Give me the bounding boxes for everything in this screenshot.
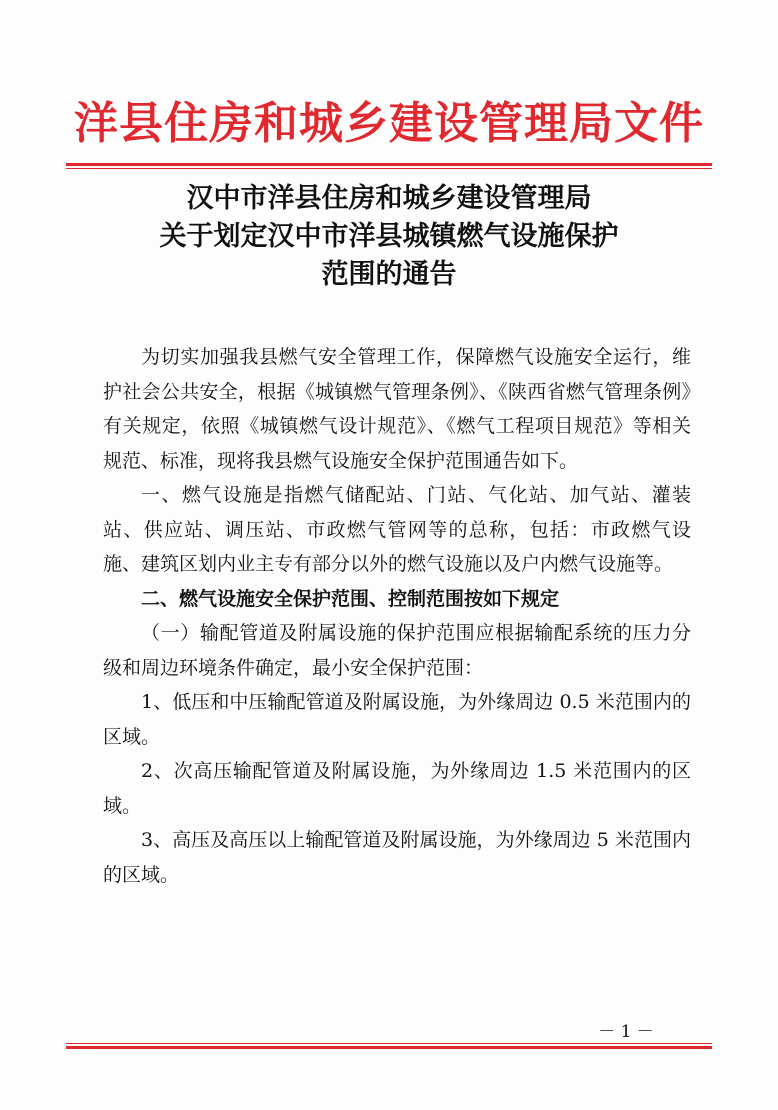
notice-body bbox=[103, 340, 691, 892]
masthead-separator-thick bbox=[66, 163, 712, 166]
footer-separator-thick bbox=[66, 1046, 712, 1049]
masthead-separator-thin bbox=[66, 168, 712, 169]
title-line-2: 关于划定汉中市洋县城镇燃气设施保护 bbox=[159, 221, 619, 252]
subsection-1-paragraph: （一）输配管道及附属设施的保护范围应根据输配系统的压力分级和周边环境条件确定，最小安全保护范围： bbox=[103, 622, 691, 679]
intro-paragraph: 为切实加强我县燃气安全管理工作，保障燃气设施安全运行，维护社会公共安全，根据《城镇燃气管理条例》、《陕西省燃气管理条例》有关规定，依照《城镇燃气设计规范》、《燃气工程项目规范》等相关规范、标准，现将我县燃气设施安全保护范围通告如下。 bbox=[103, 346, 691, 472]
title-line-1: 汉中市洋县住房和城乡建设管理局 bbox=[186, 183, 592, 214]
document-masthead: 洋县住房和城乡建设管理局文件 bbox=[74, 98, 704, 149]
notice-title bbox=[0, 180, 778, 294]
list-item-3: 3、高压及高压以上输配管道及附属设施，为外缘周边 5 米范围内的区域。 bbox=[103, 829, 691, 886]
page-number: － 1 － bbox=[591, 1022, 661, 1042]
footer-separator-thin bbox=[66, 1043, 712, 1044]
section-1-paragraph: 一、燃气设施是指燃气储配站、门站、气化站、加气站、灌装站、供应站、调压站、市政燃气管网等的总称，包括：市政燃气设施、建筑区划内业主专有部分以外的燃气设施以及户内燃气设施等。 bbox=[103, 484, 691, 575]
title-line-3: 范围的通告 bbox=[321, 259, 457, 290]
section-2-heading: 二、燃气设施安全保护范围、控制范围按如下规定 bbox=[141, 587, 560, 610]
list-item-2: 2、次高压输配管道及附属设施，为外缘周边 1.5 米范围内的区域。 bbox=[103, 760, 691, 817]
list-item-1: 1、低压和中压输配管道及附属设施，为外缘周边 0.5 米范围内的区域。 bbox=[103, 691, 691, 748]
